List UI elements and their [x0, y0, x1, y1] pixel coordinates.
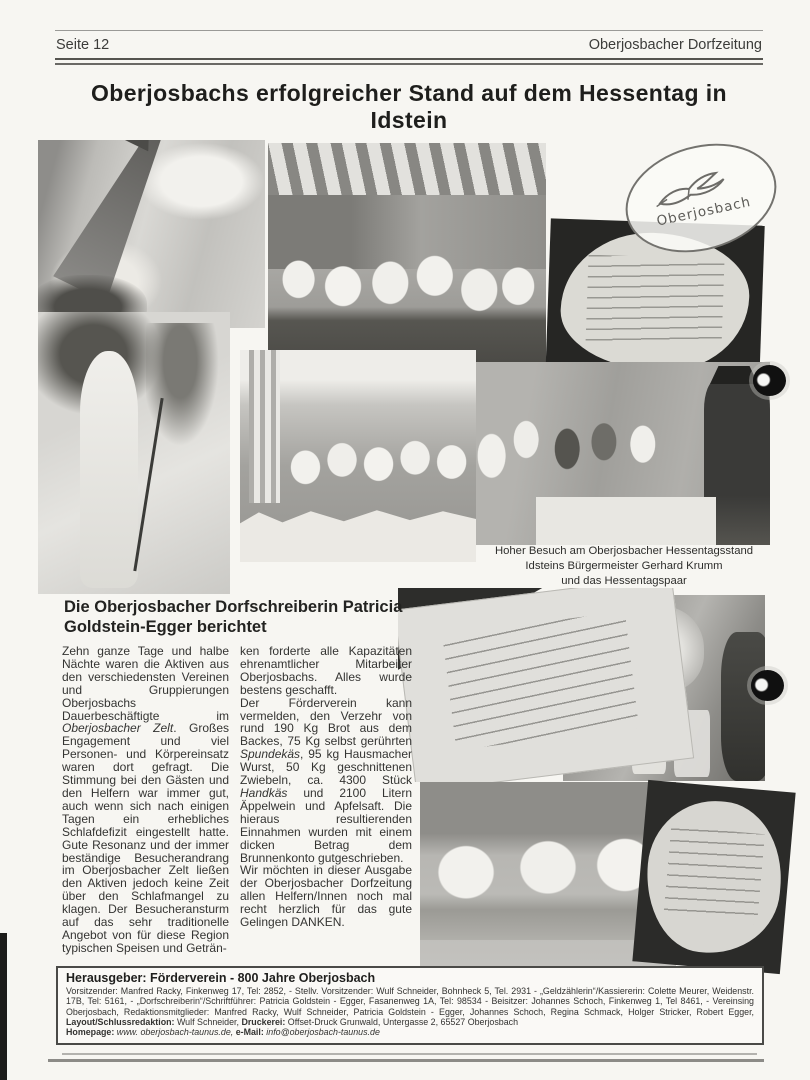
- handwriting-lines: [663, 826, 765, 925]
- subheading-line-1: Die Oberjosbacher Dorfschreiberin Patricia: [64, 598, 403, 616]
- table-group-figures: [273, 409, 476, 515]
- paper-sheet-shape: [398, 588, 694, 782]
- bottom-rule-upper: [62, 1053, 757, 1055]
- header-rule: [55, 30, 763, 31]
- table-shape: [536, 497, 716, 545]
- photo-caption: [480, 544, 768, 589]
- bottom-rule-lower: [48, 1059, 764, 1062]
- punch-hole-top: [753, 365, 786, 396]
- imprint-box: [56, 966, 764, 1045]
- paragraph: Zehn ganze Tage und halbe Nächte waren die Aktiven aus den verschiedensten Vereinen und Gruppierungen Oberjosbachs Dauerbeschäftigte im Oberjosbacher Zelt. Großes Engagement und viel Personen- und Körpereinsatz waren dort gefragt. Die Stimmung bei den Gästen und den Helfern war immer gut, auch wenn sich nach einigen Tagen ein erhebliches Schlafdefizit eingestellt hatte. Gute Resonanz und der immer beständige Besucherandrang im Oberjosbacher Zelt ließen den Aktiven jedoch keine Zeit über den Schlafmangel zu klagen. Der Besucheransturm auf das sehr traditionelle Angebot von für diese Region typischen Speisen und Geträn-: [62, 644, 229, 955]
- article-column-2: [240, 645, 412, 929]
- tent-awning-shape: [268, 143, 546, 195]
- paragraph: Wir möchten in dieser Ausgabe der Oberjosbacher Dorfzeitung allen Helfern/Innen noch mal recht herzlich für das gute Gelingen DANKEN.: [240, 863, 412, 930]
- visitor-figures: [470, 395, 686, 512]
- masthead: Oberjosbacher Dorfzeitung: [588, 37, 762, 53]
- subheading-line-2: Goldstein-Egger berichtet: [64, 618, 267, 636]
- caption-line-2: Idsteins Bürgermeister Gerhard Krumm: [525, 560, 723, 572]
- imprint-body: Vorsitzender: Manfred Racky, Finkenweg 17, Tel: 2852, - Stellv. Vorsitzender: Wulf Schneider, Bohnheck 5, Tel. 2931 - „Geldzählerin“/Kassiererin: Colette Meurer, Weidenstr. 17B, Tel: 5161, - „Dorfschreiberin“/Schriftführer: Patricia Goldstein - Egger, Fasanenweg 1A, Tel: 98534 - Beisitzer: Johannes Schoch, Finkenweg 1, Tel 8461, - Vereinsing Oberjosbach, Redaktionsmitglieder: Manfred Racky, Wulf Schneider, Patricia Goldstein - Egger, Johannes Schoch, Regina Schmack, Holger Stricker, Robert Egger, Layout/Schlussredaktion: Wulf Schneider, Druckerei: Offset-Druck Grunwald, Untergasse 2, 65527 Oberjosbach: [66, 986, 754, 1027]
- singer-figure-shape: [80, 351, 138, 588]
- photo-handwritten-page: [398, 588, 700, 782]
- photo-mayor-visit: [470, 362, 770, 545]
- caption-line-3: und das Hessentagspaar: [561, 575, 687, 587]
- arm-shape: [721, 632, 765, 781]
- photo-church-tower: [38, 140, 265, 328]
- logo-text: Oberjosbach: [655, 193, 753, 230]
- photo-group-at-table: [240, 350, 476, 562]
- header-double-rule-top: [55, 58, 763, 60]
- handwriting-lines: [585, 255, 725, 348]
- article-title: Oberjosbachs erfolgreicher Stand auf dem Hessentag in Idstein: [91, 80, 727, 133]
- paragraph: ken forderte alle Kapazitäten ehrenamtlicher Mitarbeiter Oberjosbachs. Alles wurde bestens geschafft.: [240, 644, 412, 697]
- imprint-contact: Homepage: www. oberjosbach-taunus.de, e-Mail: info@oberjosbach-taunus.de: [66, 1027, 380, 1038]
- scan-edge-strip: [0, 933, 7, 1080]
- header-double-rule-bottom: [55, 63, 763, 65]
- photo-guestbook-note-bottom: [632, 780, 795, 974]
- caption-line-1: Hoher Besuch am Oberjosbacher Hessentagsstand: [494, 545, 754, 557]
- article-column-1: [62, 645, 229, 955]
- handwriting-lines: [443, 612, 639, 750]
- publisher-line: Herausgeber: Förderverein - 800 Jahre Oberjosbach: [66, 971, 376, 985]
- hat-shape: [710, 366, 758, 384]
- page-number: Seite 12: [56, 37, 110, 53]
- article-subheading: [64, 597, 424, 637]
- punch-hole-bottom: [751, 670, 784, 701]
- photo-singer-on-stage: [38, 312, 230, 594]
- paragraph: Der Förderverein kann vermelden, den Verzehr von rund 190 Kg Brot aus dem Backes, 75 Kg selbst gerührten Spundekäs, 95 kg Hausmacher Wurst, 50 Kg geschnittenen Zwiebeln, ca. 4300 Stück Handkäs und 2100 Litern Äppelwein und Apfelsaft. Die hieraus resultierenden Einnahmen wurden mit einem dicken Betrag dem Brunnenkonto gutgeschrieben.: [240, 695, 412, 865]
